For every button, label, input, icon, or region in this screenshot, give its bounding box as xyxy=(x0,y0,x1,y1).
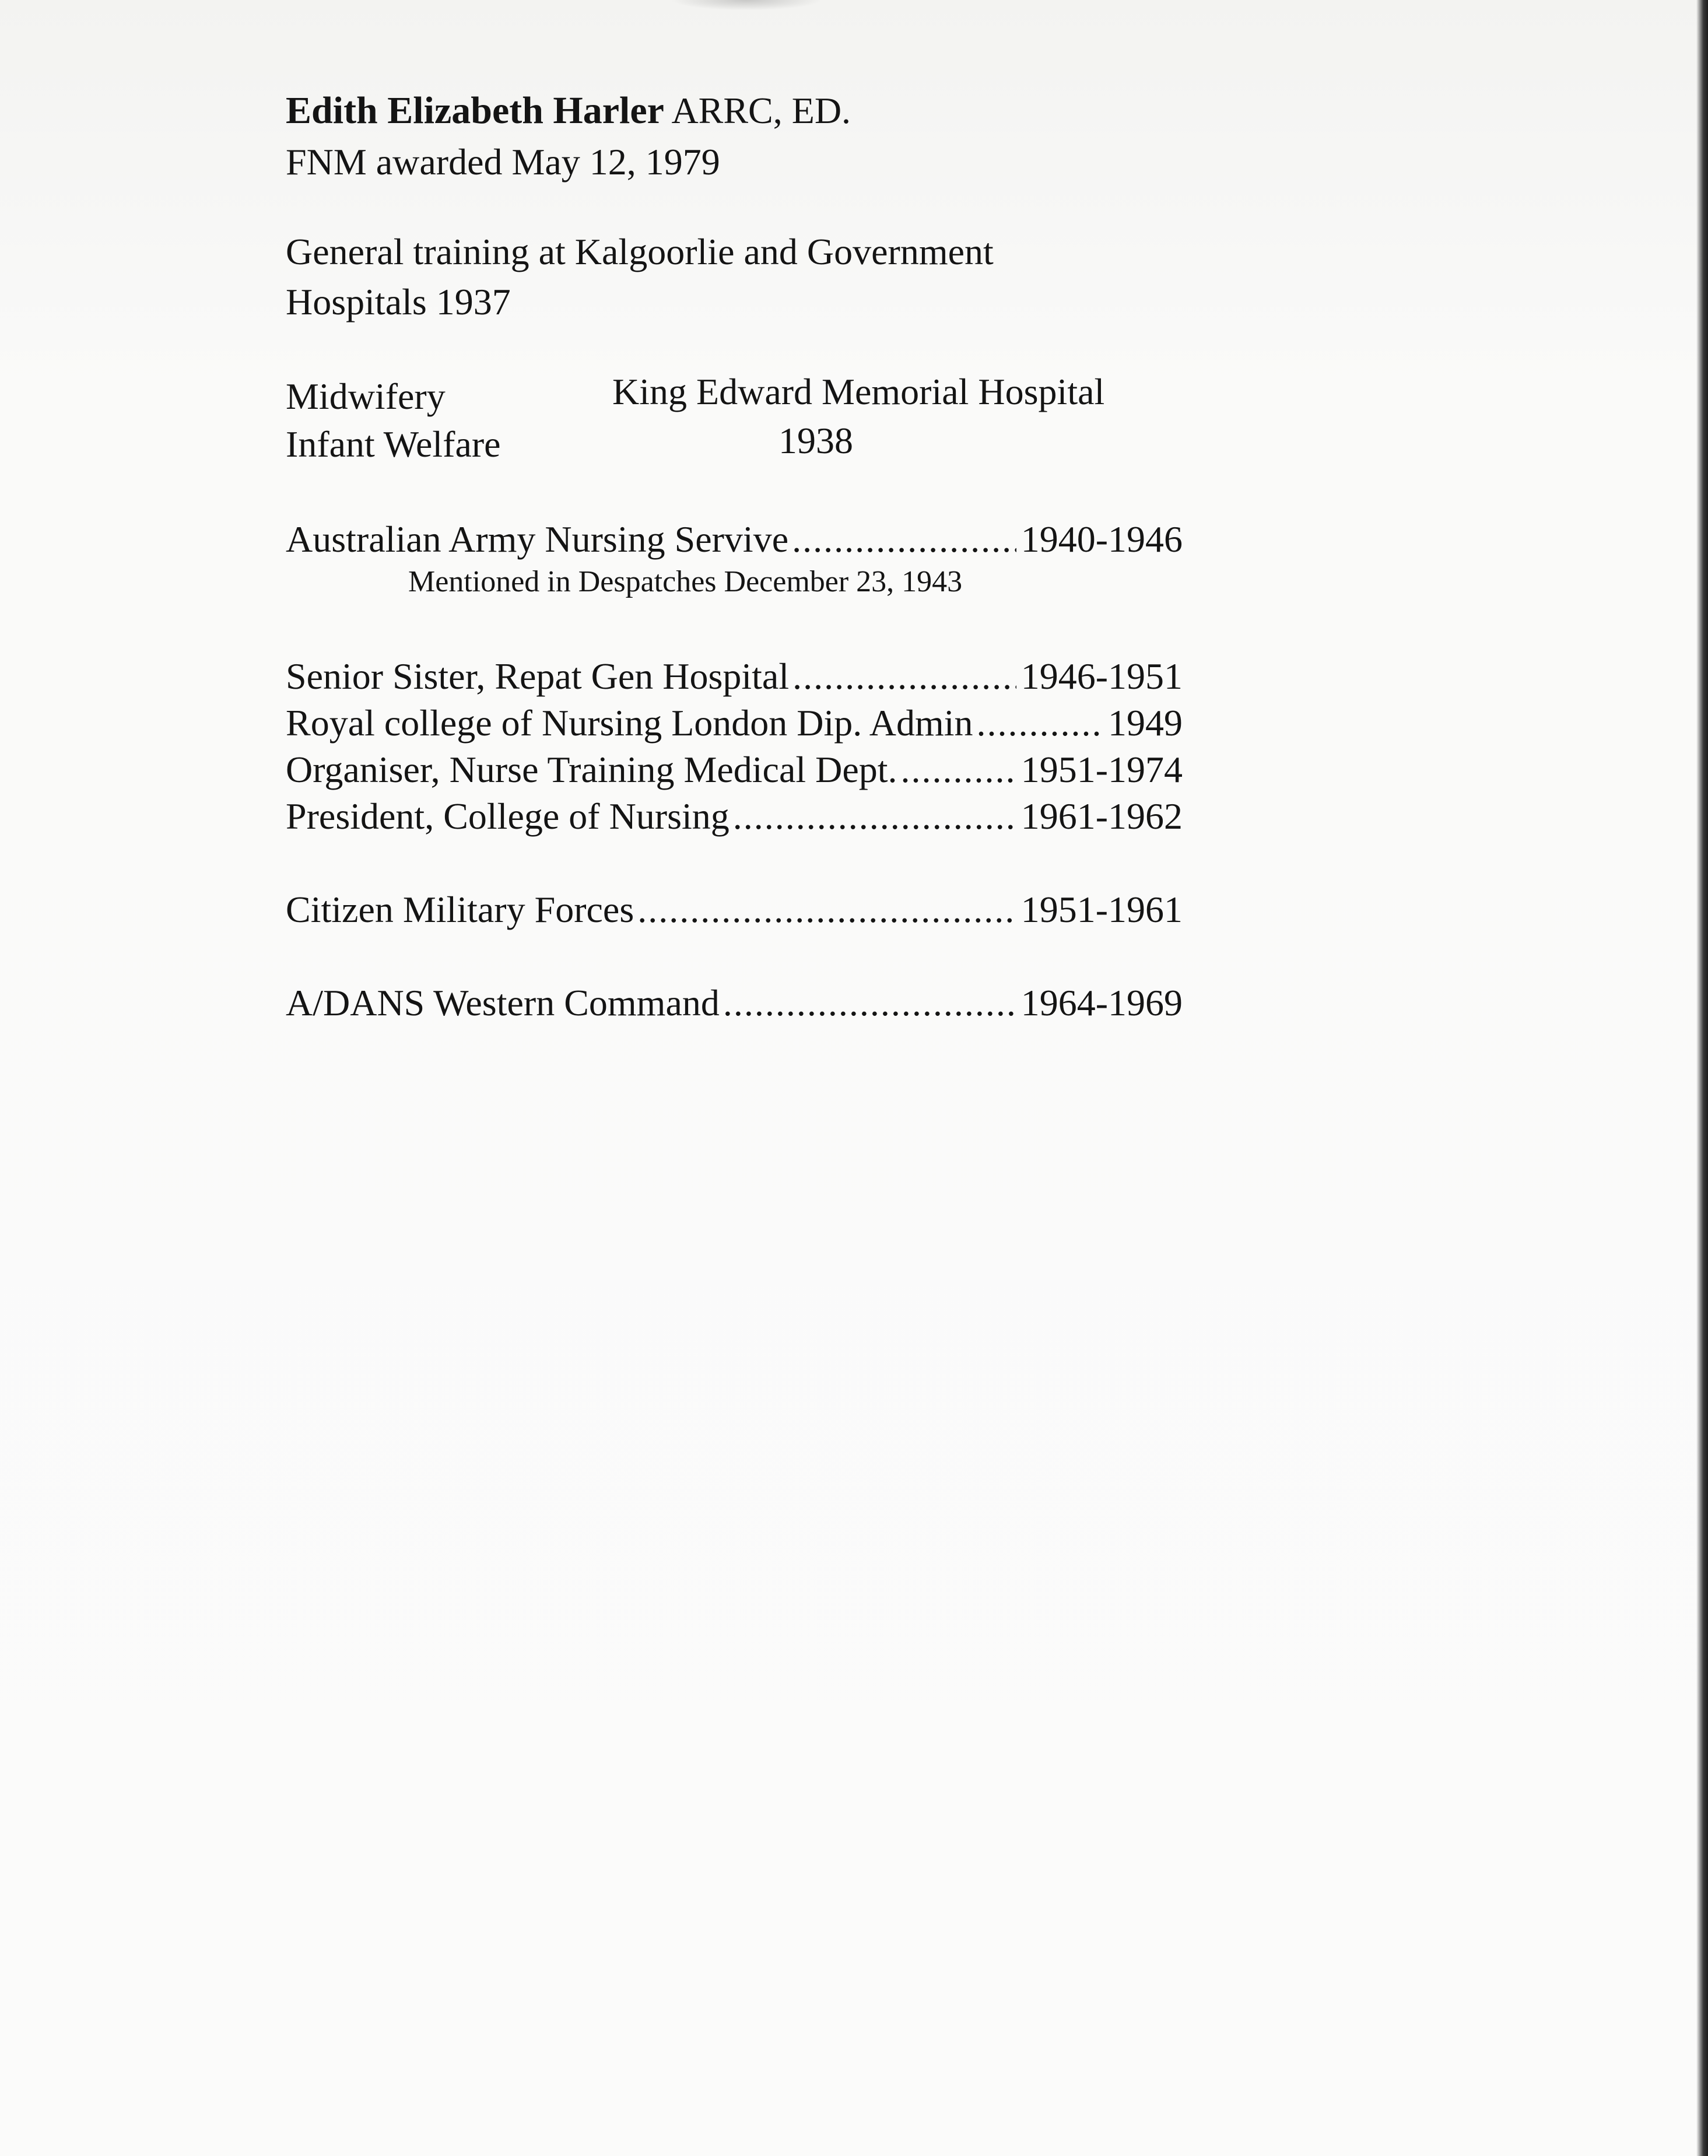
army-row xyxy=(286,516,1183,563)
scan-shadow-right xyxy=(1696,0,1708,2156)
dot-leader xyxy=(637,886,1016,933)
career-row xyxy=(286,653,1183,700)
career-label: Senior Sister, Repat Gen Hospital xyxy=(286,655,790,697)
command-row xyxy=(286,980,1183,1026)
command-label: A/DANS Western Command xyxy=(286,982,720,1023)
army-label: Australian Army Nursing Servive xyxy=(286,518,789,560)
career-row xyxy=(286,793,1183,840)
midwifery-year: 1938 xyxy=(778,420,853,461)
career-years: 1946-1951 xyxy=(1020,655,1183,697)
training-line-1: General training at Kalgoorlie and Government xyxy=(286,231,994,272)
infant-welfare-label: Infant Welfare xyxy=(286,423,501,465)
dot-leader xyxy=(792,516,1016,563)
person-name: Edith Elizabeth Harler xyxy=(286,89,664,132)
military-label: Citizen Military Forces xyxy=(286,889,634,930)
dot-leader xyxy=(723,980,1016,1026)
award-line: FNM awarded May 12, 1979 xyxy=(286,141,720,183)
career-years: 1951-1974 xyxy=(1020,749,1183,790)
dot-leader xyxy=(901,746,1016,793)
command-years: 1964-1969 xyxy=(1020,982,1183,1023)
postnominals: ARRC, ED. xyxy=(671,90,851,131)
career-row xyxy=(286,700,1183,746)
career-years: 1961-1962 xyxy=(1020,795,1183,837)
title-line xyxy=(286,87,851,134)
midwifery-label: Midwifery xyxy=(286,376,446,417)
dot-leader xyxy=(977,700,1103,746)
dot-leader xyxy=(733,793,1016,840)
military-years: 1951-1961 xyxy=(1020,889,1183,930)
scan-shadow-top xyxy=(671,0,822,10)
career-years: 1949 xyxy=(1108,702,1183,744)
army-note: Mentioned in Despatches December 23, 1943 xyxy=(408,565,963,598)
career-label: President, College of Nursing xyxy=(286,795,730,837)
midwifery-hospital: King Edward Memorial Hospital xyxy=(612,371,1105,412)
career-label: Royal college of Nursing London Dip. Admin xyxy=(286,702,973,744)
training-line-2: Hospitals 1937 xyxy=(286,281,511,322)
dot-leader xyxy=(792,653,1016,700)
career-label: Organiser, Nurse Training Medical Dept. xyxy=(286,749,897,790)
army-years: 1940-1946 xyxy=(1020,518,1183,560)
military-row xyxy=(286,886,1183,933)
career-row xyxy=(286,746,1183,793)
